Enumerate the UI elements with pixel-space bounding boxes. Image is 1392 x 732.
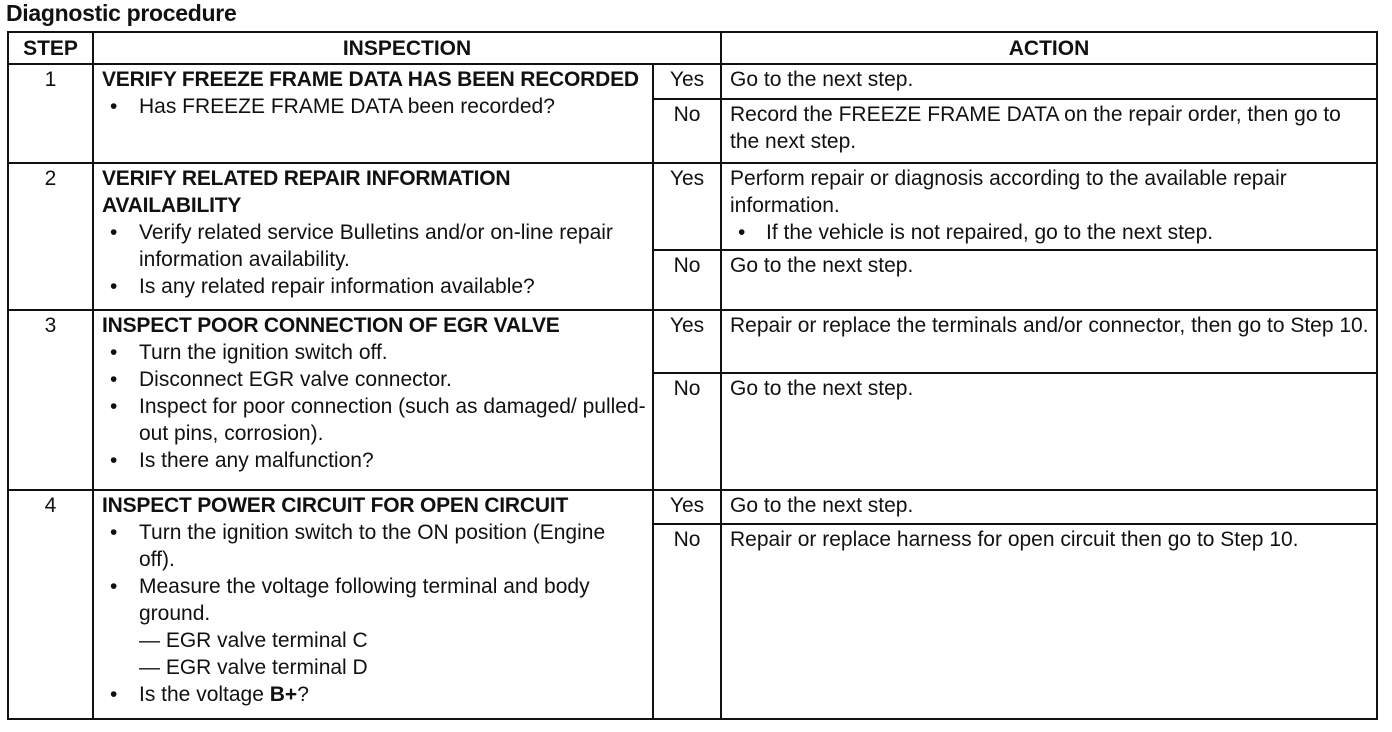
- step-number: 3: [8, 310, 93, 490]
- step-number: 2: [8, 163, 93, 310]
- step-1-yes-row: [8, 64, 1377, 99]
- step-4-inspection: [93, 490, 653, 719]
- step-1-inspection: [93, 64, 653, 163]
- step-2-inspection: [93, 163, 653, 310]
- header-inspection: INSPECTION: [93, 32, 721, 64]
- step-heading: VERIFY RELATED REPAIR INFORMATION AVAILABILITY: [102, 167, 511, 217]
- bullet-text-prefix: Is the voltage: [139, 683, 270, 706]
- bullet-item: • Has FREEZE FRAME DATA been recorded?: [102, 93, 646, 120]
- yes-action: Go to the next step.: [721, 64, 1377, 99]
- step-number: 4: [8, 490, 93, 719]
- bullet-text-suffix: ?: [297, 683, 309, 706]
- bullet-item: • Is there any malfunction?: [102, 447, 646, 474]
- yes-label: Yes: [653, 163, 721, 250]
- no-label: No: [653, 99, 721, 163]
- no-action: Go to the next step.: [721, 373, 1377, 490]
- bullet-list: [102, 93, 646, 120]
- bullet-list: [102, 519, 646, 708]
- action-bullet-list: [730, 219, 1370, 246]
- step-heading: VERIFY FREEZE FRAME DATA HAS BEEN RECORDED: [102, 68, 639, 91]
- bullet-item: [102, 573, 646, 681]
- bullet-item: • Disconnect EGR valve connector.: [102, 366, 646, 393]
- no-label: No: [653, 250, 721, 310]
- yes-label: Yes: [653, 310, 721, 373]
- yes-action: Go to the next step.: [721, 490, 1377, 524]
- step-2-yes-row: [8, 163, 1377, 250]
- step-3-inspection: [93, 310, 653, 490]
- diagnostic-table: [7, 31, 1378, 720]
- step-4-yes-row: [8, 490, 1377, 524]
- bullet-item: [102, 681, 646, 708]
- no-action: Go to the next step.: [721, 250, 1377, 310]
- bullet-item: • Turn the ignition switch off.: [102, 339, 646, 366]
- no-action: Repair or replace harness for open circuit then go to Step 10.: [721, 524, 1377, 719]
- sub-item: — EGR valve terminal D: [139, 656, 368, 679]
- bullet-item: • Inspect for poor connection (such as damaged/ pulled-out pins, corrosion).: [102, 393, 646, 447]
- voltage-value: B+: [269, 683, 298, 706]
- yes-label: Yes: [653, 490, 721, 524]
- header-row: [8, 32, 1377, 64]
- step-heading: INSPECT POWER CIRCUIT FOR OPEN CIRCUIT: [102, 494, 569, 517]
- yes-action: Repair or replace the terminals and/or connector, then go to Step 10.: [721, 310, 1377, 373]
- action-bullet-item: • If the vehicle is not repaired, go to the next step.: [730, 219, 1370, 246]
- page-title: Diagnostic procedure: [6, 0, 237, 26]
- header-step: STEP: [8, 32, 93, 64]
- no-action: Record the FREEZE FRAME DATA on the repair order, then go to the next step.: [721, 99, 1377, 163]
- yes-action-cell: [721, 163, 1377, 250]
- yes-label: Yes: [653, 64, 721, 99]
- step-number: 1: [8, 64, 93, 163]
- bullet-list: [102, 219, 646, 300]
- bullet-item: • Verify related service Bulletins and/or on-line repair information availability.: [102, 219, 646, 273]
- no-label: No: [653, 373, 721, 490]
- bullet-item: • Turn the ignition switch to the ON position (Engine off).: [102, 519, 646, 573]
- bullet-item: • Is any related repair information available?: [102, 273, 646, 300]
- no-label: No: [653, 524, 721, 719]
- bullet-list: [102, 339, 646, 474]
- step-3-yes-row: [8, 310, 1377, 373]
- header-action: ACTION: [721, 32, 1377, 64]
- step-heading: INSPECT POOR CONNECTION OF EGR VALVE: [102, 314, 560, 337]
- yes-action: Perform repair or diagnosis according to the available repair information.: [730, 167, 1287, 217]
- bullet-text: Measure the voltage following terminal and body ground.: [139, 575, 590, 625]
- sub-item: — EGR valve terminal C: [139, 629, 368, 652]
